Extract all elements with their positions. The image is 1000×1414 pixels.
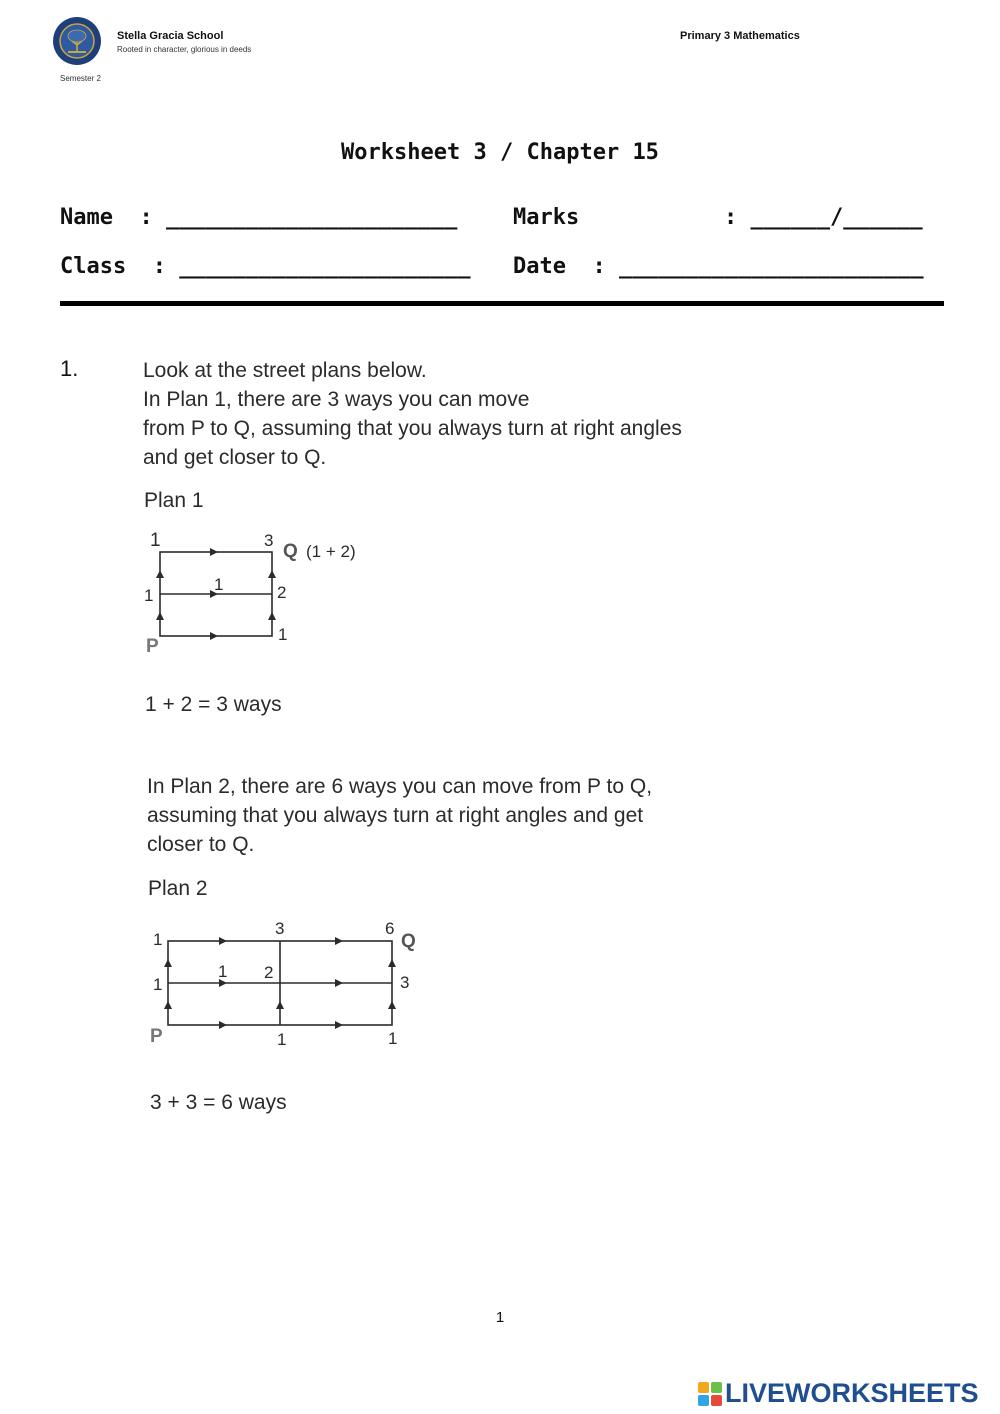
liveworksheets-brand[interactable] bbox=[697, 1378, 979, 1409]
plan2-label-mid-b: 2 bbox=[264, 963, 274, 982]
plan2-diagram bbox=[145, 915, 445, 1050]
plan2-label-mid-a: 1 bbox=[218, 962, 228, 981]
plan1-result: 1 + 2 = 3 ways bbox=[145, 693, 282, 716]
marks-field[interactable]: : ______/______ bbox=[724, 205, 923, 230]
plan1-label-top-left: 1 bbox=[150, 530, 161, 551]
plan2-label-bottom-mid: 1 bbox=[277, 1030, 287, 1049]
header-divider bbox=[60, 301, 944, 306]
plan2-label-bottom-right: 1 bbox=[388, 1029, 398, 1048]
plan2-label-mid-left: 1 bbox=[153, 975, 163, 994]
liveworksheets-logo-icon bbox=[697, 1381, 723, 1407]
date-field[interactable]: Date : _______________________ bbox=[513, 254, 924, 279]
school-seal-icon bbox=[52, 16, 102, 66]
school-name: Stella Gracia School bbox=[117, 30, 224, 42]
plan2-result: 3 + 3 = 6 ways bbox=[150, 1091, 287, 1114]
intro2-line: closer to Q. bbox=[147, 833, 255, 856]
question-intro bbox=[143, 356, 682, 472]
plan2-label-p: P bbox=[150, 1026, 163, 1047]
semester-label: Semester 2 bbox=[60, 74, 101, 83]
question-number: 1. bbox=[60, 356, 79, 381]
liveworksheets-brand-text: LIVEWORKSHEETS bbox=[725, 1378, 979, 1408]
page-number: 1 bbox=[495, 1309, 505, 1326]
class-field[interactable]: Class : ______________________ bbox=[60, 254, 471, 279]
question-intro-2 bbox=[147, 772, 652, 859]
school-motto: Rooted in character, glorious in deeds bbox=[117, 45, 252, 54]
plan1-diagram bbox=[140, 528, 380, 658]
plan2-label-mid-right: 3 bbox=[400, 973, 410, 992]
intro-line: from P to Q, assuming that you always turn at right angles bbox=[143, 417, 682, 440]
plan1-label-q-note: (1 + 2) bbox=[306, 542, 356, 561]
plan1-label-p: P bbox=[146, 636, 159, 657]
intro2-line: assuming that you always turn at right angles and get bbox=[147, 804, 644, 827]
subject-label: Primary 3 Mathematics bbox=[680, 30, 800, 42]
intro2-line: In Plan 2, there are 6 ways you can move from P to Q, bbox=[147, 775, 653, 798]
intro-line: In Plan 1, there are 3 ways you can move bbox=[143, 388, 530, 411]
plan2-label-top-mid: 3 bbox=[275, 919, 285, 938]
plan1-label-top-right: 3 bbox=[264, 531, 274, 550]
plan2-label-top-left: 1 bbox=[153, 930, 163, 949]
plan2-label-top-right: 6 bbox=[385, 919, 395, 938]
name-field[interactable]: Name : ______________________ bbox=[60, 205, 458, 230]
plan1-heading: Plan 1 bbox=[144, 489, 204, 512]
plan2-heading: Plan 2 bbox=[148, 877, 208, 900]
plan1-label-mid-center: 1 bbox=[214, 575, 224, 594]
plan1-label-bottom-right: 1 bbox=[278, 625, 288, 644]
intro-line: Look at the street plans below. bbox=[143, 359, 427, 382]
plan2-label-q: Q bbox=[401, 931, 416, 952]
plan1-label-q: Q bbox=[283, 541, 298, 562]
intro-line: and get closer to Q. bbox=[143, 446, 327, 469]
plan1-label-mid-right: 2 bbox=[277, 583, 287, 602]
worksheet-title: Worksheet 3 / Chapter 15 bbox=[341, 140, 659, 165]
plan1-label-mid-left: 1 bbox=[144, 586, 154, 605]
marks-label: Marks bbox=[513, 205, 580, 230]
